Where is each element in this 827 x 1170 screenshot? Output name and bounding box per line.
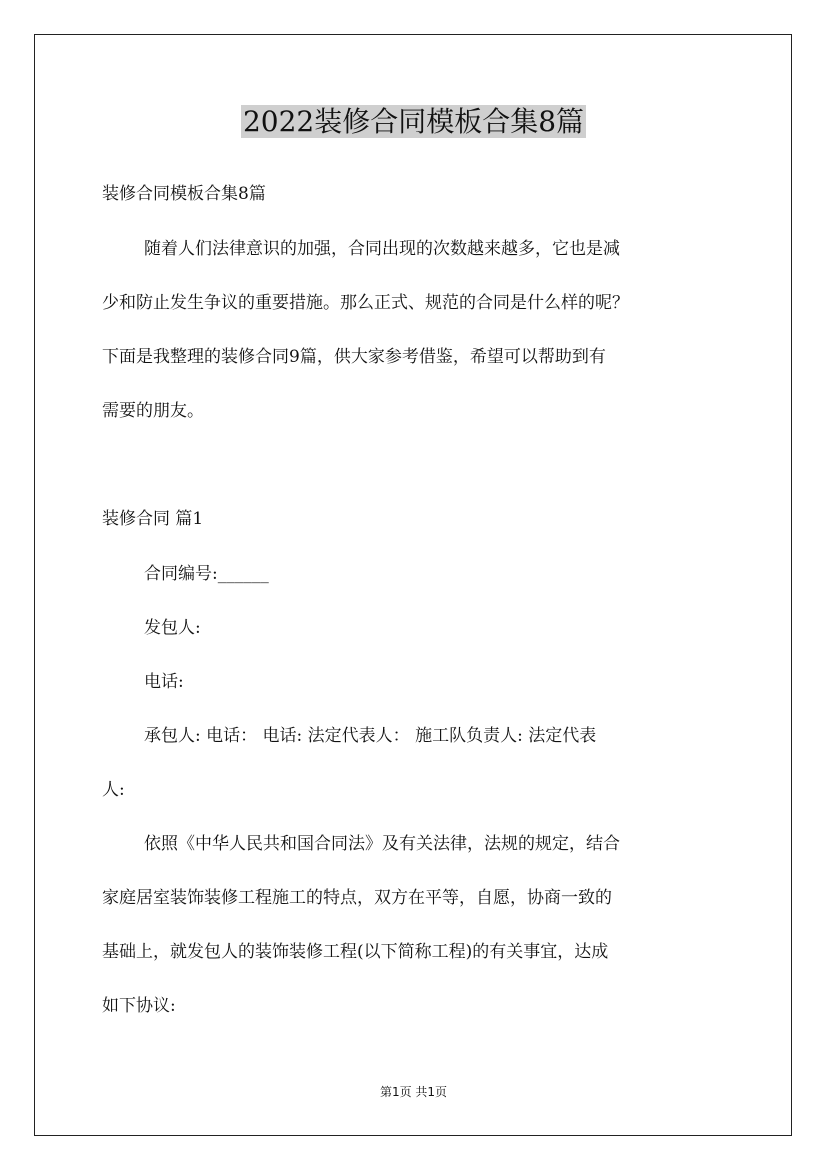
basis-line-3: 基础上，就发包人的装饰装修工程(以下简称工程)的有关事宜，达成 (102, 942, 609, 962)
contractor-line-2: 人: (102, 780, 125, 800)
intro-line-1: 随着人们法律意识的加强，合同出现的次数越来越多，它也是减 (144, 239, 620, 259)
employer-label: 发包人: (144, 618, 201, 638)
document-title-text: 2022装修合同模板合集8篇 (242, 105, 585, 138)
basis-line-1: 依照《中华人民共和国合同法》及有关法律，法规的规定，结合 (144, 834, 620, 854)
basis-line-4: 如下协议: (102, 996, 176, 1016)
subtitle: 装修合同模板合集8篇 (102, 184, 266, 204)
section-heading: 装修合同 篇1 (102, 509, 204, 529)
intro-line-3: 下面是我整理的装修合同9篇，供大家参考借鉴，希望可以帮助到有 (102, 347, 606, 367)
basis-line-2: 家庭居室装饰装修工程施工的特点，双方在平等，自愿，协商一致的 (102, 888, 612, 908)
intro-line-2: 少和防止发生争议的重要措施。那么正式、规范的合同是什么样的呢？ (102, 293, 629, 313)
intro-line-4: 需要的朋友。 (102, 401, 204, 421)
contractor-line-1: 承包人: 电话： 电话: 法定代表人： 施工队负责人: 法定代表 (144, 726, 597, 746)
contract-number: 合同编号:______ (144, 564, 269, 584)
document-title (0, 100, 827, 144)
page-footer: 第1页 共1页 (379, 1085, 448, 1099)
phone-label: 电话: (144, 672, 184, 692)
